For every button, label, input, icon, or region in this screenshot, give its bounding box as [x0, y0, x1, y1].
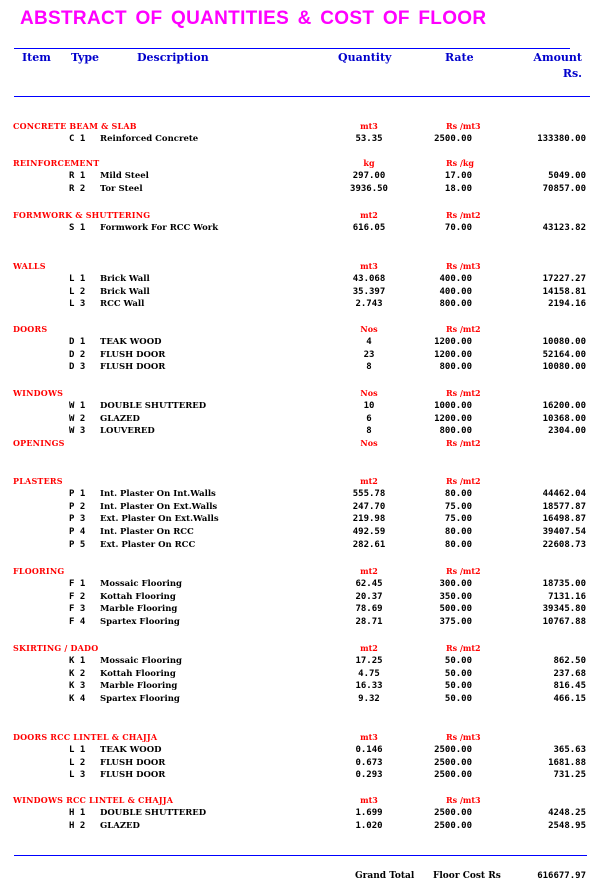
- row-description: Kottah Flooring: [100, 591, 176, 602]
- row-amount: 39407.54: [542, 527, 586, 538]
- row-description: TEAK WOOD: [100, 745, 162, 755]
- section-rate-unit: Rs /mt2: [446, 566, 481, 576]
- section-quantity-unit: mt2: [360, 210, 378, 220]
- row-rate: 350.00: [439, 591, 472, 602]
- row-rate: 800.00: [439, 362, 472, 373]
- row-description: Int. Plaster On Ext.Walls: [100, 501, 218, 512]
- row-rate: 300.00: [439, 579, 472, 589]
- section-heading: CONCRETE BEAM & SLAB: [13, 121, 137, 131]
- header-item: Item: [22, 51, 51, 64]
- row-item-code: K 1: [69, 656, 86, 666]
- row-quantity: 9.32: [358, 694, 380, 705]
- row-description: Marble Flooring: [100, 604, 178, 615]
- row-quantity: 28.71: [355, 617, 383, 628]
- row-item-code: K 4: [69, 694, 86, 705]
- row-quantity: 247.70: [352, 501, 386, 512]
- row-rate: 2500.00: [434, 820, 472, 831]
- row-description: Kottah Flooring: [100, 668, 176, 679]
- row-description: TEAK WOOD: [100, 337, 162, 347]
- row-amount: 5049.00: [548, 171, 586, 181]
- section-quantity-unit: Nos: [360, 438, 378, 448]
- row-rate: 50.00: [444, 656, 472, 666]
- row-item-code: P 1: [69, 489, 86, 499]
- row-description: DOUBLE SHUTTERED: [100, 808, 207, 818]
- row-amount: 10767.88: [542, 617, 586, 628]
- row-amount: 816.45: [553, 681, 586, 692]
- row-amount: 731.25: [553, 770, 586, 781]
- row-rate: 2500.00: [434, 757, 472, 768]
- row-item-code: W 1: [69, 401, 86, 411]
- row-quantity: 1.699: [355, 808, 383, 818]
- row-description: Marble Flooring: [100, 681, 178, 692]
- row-quantity: 0.293: [355, 770, 383, 781]
- row-item-code: K 3: [69, 681, 86, 692]
- section-heading: DOORS: [13, 324, 48, 334]
- row-rate: 80.00: [444, 539, 472, 550]
- row-item-code: P 3: [69, 514, 86, 525]
- row-rate: 1000.00: [434, 401, 472, 411]
- row-quantity: 2.743: [355, 299, 383, 310]
- header-amount-unit: Rs.: [562, 67, 582, 80]
- row-item-code: L 2: [69, 757, 86, 768]
- section-quantity-unit: mt2: [360, 476, 378, 486]
- row-amount: 2304.00: [548, 426, 586, 437]
- row-quantity: 297.00: [352, 171, 386, 181]
- row-quantity: 6: [366, 413, 372, 424]
- row-quantity: 0.146: [355, 745, 383, 755]
- section-quantity-unit: mt3: [360, 795, 378, 805]
- section-rate-unit: Rs /mt2: [446, 210, 481, 220]
- row-rate: 400.00: [439, 286, 472, 297]
- section-quantity-unit: mt3: [360, 261, 378, 271]
- row-rate: 70.00: [444, 223, 472, 233]
- row-quantity: 10: [363, 401, 375, 411]
- row-quantity: 555.78: [352, 489, 386, 499]
- row-quantity: 35.397: [352, 286, 386, 297]
- section-heading: REINFORCEMENT: [13, 158, 100, 168]
- row-item-code: R 1: [69, 171, 86, 181]
- row-description: Mossaic Flooring: [100, 579, 182, 589]
- row-amount: 365.63: [553, 745, 586, 755]
- section-rate-unit: Rs /mt3: [446, 795, 481, 805]
- section-heading: OPENINGS: [13, 438, 65, 448]
- section-quantity-unit: mt3: [360, 732, 378, 742]
- row-description: GLAZED: [100, 413, 140, 424]
- row-item-code: H 2: [69, 820, 86, 831]
- section-rate-unit: Rs /kg: [446, 158, 474, 168]
- section-rate-unit: Rs /mt2: [446, 438, 481, 448]
- row-quantity: 8: [366, 426, 372, 437]
- row-description: Int. Plaster On RCC: [100, 527, 194, 538]
- row-item-code: H 1: [69, 808, 86, 818]
- row-amount: 4248.25: [548, 808, 586, 818]
- row-rate: 50.00: [444, 681, 472, 692]
- row-description: FLUSH DOOR: [100, 362, 166, 373]
- row-rate: 2500.00: [434, 134, 472, 144]
- row-rate: 1200.00: [434, 413, 472, 424]
- header-rate: Rate: [445, 51, 474, 64]
- section-rate-unit: Rs /mt3: [446, 261, 481, 271]
- row-rate: 50.00: [444, 668, 472, 679]
- row-amount: 17227.27: [542, 274, 586, 284]
- section-heading: FLOORING: [13, 566, 65, 576]
- row-rate: 75.00: [444, 514, 472, 525]
- section-rate-unit: Rs /mt2: [446, 324, 481, 334]
- header-amount: Amount: [533, 51, 582, 64]
- row-item-code: D 1: [69, 337, 86, 347]
- section-heading: PLASTERS: [13, 476, 63, 486]
- page-title: ABSTRACT OF QUANTITIES & COST OF FLOOR: [20, 8, 487, 29]
- section-quantity-unit: mt3: [360, 121, 378, 131]
- section-rate-unit: Rs /mt3: [446, 732, 481, 742]
- row-description: Reinforced Concrete: [100, 134, 199, 144]
- row-description: LOUVERED: [100, 426, 155, 437]
- row-description: Brick Wall: [100, 286, 150, 297]
- section-heading: WINDOWS: [13, 388, 64, 398]
- row-amount: 466.15: [553, 694, 586, 705]
- row-rate: 400.00: [439, 274, 472, 284]
- row-rate: 75.00: [444, 501, 472, 512]
- row-description: FLUSH DOOR: [100, 770, 166, 781]
- row-amount: 39345.80: [542, 604, 586, 615]
- row-rate: 1200.00: [434, 349, 472, 360]
- row-item-code: D 3: [69, 362, 86, 373]
- row-description: FLUSH DOOR: [100, 757, 166, 768]
- section-quantity-unit: mt2: [360, 643, 378, 653]
- section-rate-unit: Rs /mt2: [446, 643, 481, 653]
- row-description: Ext. Plaster On RCC: [100, 539, 196, 550]
- footer-rule: [14, 855, 587, 856]
- row-item-code: R 2: [69, 183, 86, 194]
- section-heading: WINDOWS RCC LINTEL & CHAJJA: [13, 795, 174, 805]
- row-rate: 800.00: [439, 426, 472, 437]
- row-rate: 2500.00: [434, 808, 472, 818]
- row-item-code: F 3: [69, 604, 86, 615]
- row-quantity: 23: [363, 349, 375, 360]
- row-rate: 80.00: [444, 527, 472, 538]
- row-description: Brick Wall: [100, 274, 150, 284]
- header-type: Type: [71, 51, 100, 64]
- row-description: Mossaic Flooring: [100, 656, 182, 666]
- row-amount: 7131.16: [548, 591, 586, 602]
- row-amount: 18577.87: [542, 501, 586, 512]
- section-heading: WALLS: [13, 261, 46, 271]
- row-quantity: 616.05: [352, 223, 386, 233]
- row-description: RCC Wall: [100, 299, 145, 310]
- row-amount: 16200.00: [542, 401, 586, 411]
- row-amount: 43123.82: [542, 223, 586, 233]
- row-item-code: L 1: [69, 745, 86, 755]
- row-amount: 44462.04: [542, 489, 586, 499]
- row-description: GLAZED: [100, 820, 140, 831]
- header-bottom-rule: [14, 96, 590, 97]
- row-description: Ext. Plaster On Ext.Walls: [100, 514, 219, 525]
- row-description: Spartex Flooring: [100, 694, 180, 705]
- row-item-code: F 4: [69, 617, 86, 628]
- row-item-code: L 3: [69, 299, 86, 310]
- row-quantity: 4.75: [358, 668, 380, 679]
- header-quantity: Quantity: [338, 51, 392, 64]
- row-quantity: 219.98: [352, 514, 386, 525]
- section-quantity-unit: Nos: [360, 388, 378, 398]
- section-quantity-unit: mt2: [360, 566, 378, 576]
- row-amount: 52164.00: [542, 349, 586, 360]
- section-heading: FORMWORK & SHUTTERING: [13, 210, 151, 220]
- row-amount: 133380.00: [537, 134, 586, 144]
- row-item-code: D 2: [69, 349, 86, 360]
- row-amount: 16498.87: [542, 514, 586, 525]
- row-item-code: W 3: [69, 426, 86, 437]
- row-item-code: P 2: [69, 501, 86, 512]
- row-amount: 862.50: [553, 656, 586, 666]
- row-rate: 17.00: [444, 171, 472, 181]
- row-quantity: 492.59: [352, 527, 386, 538]
- grand-total-label: Grand Total: [355, 871, 415, 881]
- section-heading: DOORS RCC LINTEL & CHAJJA: [13, 732, 158, 742]
- row-quantity: 62.45: [355, 579, 383, 589]
- row-rate: 375.00: [439, 617, 472, 628]
- row-amount: 1681.88: [548, 757, 586, 768]
- section-rate-unit: Rs /mt3: [446, 121, 481, 131]
- row-description: Int. Plaster On Int.Walls: [100, 489, 216, 499]
- row-item-code: W 2: [69, 413, 86, 424]
- row-item-code: P 5: [69, 539, 86, 550]
- row-description: FLUSH DOOR: [100, 349, 166, 360]
- section-rate-unit: Rs /mt2: [446, 388, 481, 398]
- row-item-code: K 2: [69, 668, 86, 679]
- row-description: Formwork For RCC Work: [100, 223, 219, 233]
- row-description: Mild Steel: [100, 171, 149, 181]
- row-amount: 10080.00: [542, 362, 586, 373]
- row-item-code: L 3: [69, 770, 86, 781]
- row-item-code: S 1: [69, 223, 86, 233]
- row-quantity: 16.33: [355, 681, 383, 692]
- row-quantity: 282.61: [352, 539, 386, 550]
- row-rate: 2500.00: [434, 745, 472, 755]
- row-rate: 500.00: [439, 604, 472, 615]
- row-rate: 18.00: [444, 183, 472, 194]
- row-rate: 1200.00: [434, 337, 472, 347]
- row-quantity: 0.673: [355, 757, 383, 768]
- row-rate: 50.00: [444, 694, 472, 705]
- row-quantity: 78.69: [355, 604, 383, 615]
- row-amount: 2194.16: [548, 299, 586, 310]
- row-item-code: P 4: [69, 527, 86, 538]
- row-amount: 22608.73: [542, 539, 586, 550]
- row-quantity: 8: [366, 362, 372, 373]
- row-item-code: L 1: [69, 274, 86, 284]
- row-rate: 2500.00: [434, 770, 472, 781]
- section-heading: SKIRTING / DADO: [13, 643, 99, 653]
- row-rate: 800.00: [439, 299, 472, 310]
- row-quantity: 17.25: [355, 656, 383, 666]
- row-amount: 18735.00: [542, 579, 586, 589]
- row-description: Spartex Flooring: [100, 617, 180, 628]
- header-top-rule: [14, 48, 570, 49]
- row-quantity: 20.37: [355, 591, 383, 602]
- row-item-code: C 1: [69, 134, 86, 144]
- row-description: Tor Steel: [100, 183, 143, 194]
- row-quantity: 43.068: [352, 274, 386, 284]
- row-quantity: 1.020: [355, 820, 383, 831]
- row-amount: 10368.00: [542, 413, 586, 424]
- row-amount: 10080.00: [542, 337, 586, 347]
- section-rate-unit: Rs /mt2: [446, 476, 481, 486]
- row-amount: 237.68: [553, 668, 586, 679]
- header-description: Description: [137, 51, 209, 64]
- row-quantity: 53.35: [355, 134, 383, 144]
- section-quantity-unit: kg: [363, 158, 375, 168]
- row-item-code: F 1: [69, 579, 86, 589]
- floor-cost-label: Floor Cost Rs: [433, 871, 501, 881]
- row-item-code: F 2: [69, 591, 86, 602]
- row-amount: 70857.00: [542, 183, 586, 194]
- section-quantity-unit: Nos: [360, 324, 378, 334]
- row-amount: 14158.81: [542, 286, 586, 297]
- row-rate: 80.00: [444, 489, 472, 499]
- row-description: DOUBLE SHUTTERED: [100, 401, 207, 411]
- grand-total-value: 616677.97: [537, 871, 586, 881]
- row-amount: 2548.95: [548, 820, 586, 831]
- row-quantity: 4: [366, 337, 372, 347]
- row-quantity: 3936.50: [350, 183, 388, 194]
- row-item-code: L 2: [69, 286, 86, 297]
